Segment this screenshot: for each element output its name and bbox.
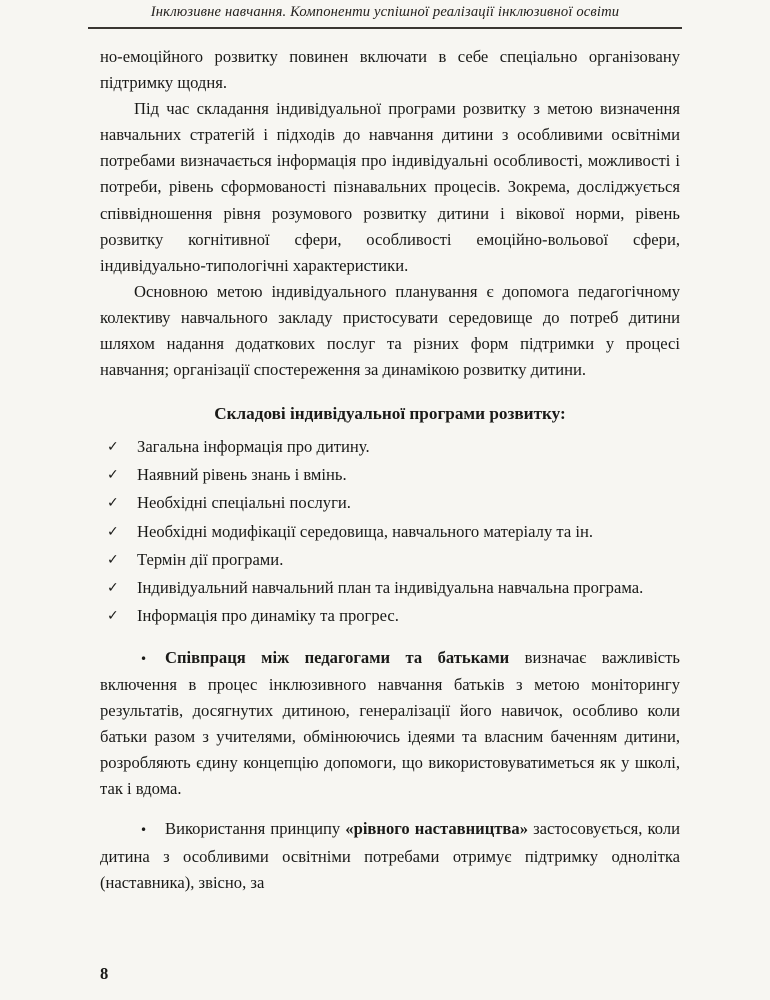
list-item-label: Наявний рівень знань і вмінь.: [137, 465, 347, 485]
bullet-bold-term: «рівного наставництва»: [345, 819, 528, 839]
list-item-label: Індивідуальний навчальний план та індивідуальна навчальна програма.: [137, 577, 644, 597]
bullet-body-text: застосовується, коли дитина з особливими освітніми потребами отримує підтримку однолітка (наставника), звісно, за: [100, 819, 680, 892]
list-item: [100, 575, 680, 601]
list-item-label: Необхідні спеціальні послуги.: [137, 493, 351, 513]
list-item: [100, 462, 680, 488]
list-item: [100, 547, 680, 573]
header-rule-divider: [88, 27, 682, 29]
bullet-bold-lead: Співпраця між педагогами та батьками: [165, 647, 510, 667]
check-icon: ✓: [107, 439, 119, 456]
list-item: [100, 434, 680, 460]
list-item: [100, 519, 680, 545]
bullet-icon: •: [140, 823, 148, 838]
check-icon: ✓: [107, 579, 119, 596]
bullet-icon: •: [140, 651, 148, 666]
list-item-label: Термін дії програми.: [137, 549, 284, 569]
bullet-lead-text: Використання принципу: [165, 819, 346, 839]
check-icon: ✓: [107, 495, 119, 512]
bullet-paragraph-peer-mentoring: [100, 802, 680, 895]
list-item: [100, 603, 680, 629]
running-header-title: Інклюзивне навчання. Компоненти успішної реалізації інклюзивної освіти: [150, 4, 620, 20]
check-icon: ✓: [107, 523, 119, 540]
check-icon: ✓: [107, 467, 119, 484]
list-item-label: Загальна інформація про дитину.: [137, 437, 370, 457]
running-header: [88, 4, 682, 21]
check-icon: ✓: [107, 551, 119, 568]
page-body: [100, 44, 680, 896]
page-number: 8: [100, 964, 109, 983]
bullet-paragraph-cooperation: [100, 631, 680, 803]
paragraph-main-goal: Основною метою індивідуального планування є допомога педагогічному колективу навчального закладу пристосувати середовище до потреб дитини шляхом надання додаткових послуг та різних форм підтримки у процесі навчання; організації спостереження за динамікою розвитку дитини.: [100, 281, 680, 380]
list-item: [100, 490, 680, 516]
list-item-label: Необхідні модифікації середовища, навчального матеріалу та ін.: [137, 521, 594, 541]
paragraph-individual-program: Під час складання індивідуальної програми розвитку з метою визначення навчальних стратегій і підходів до навчання дитини з особливими освітніми потребами визначається інформація про індивідуальні особливості, можливості і потреби, рівень сформованості пізнавальних процесів. Зокрема, досліджується співвідношення рівня розумового розвитку дитини і вікової норми, рівень розвитку когнітивної сфери, особливості емоційно-вольової сфери, індивідуально-типологічні характеристики.: [100, 99, 680, 275]
list-item-label: Інформація про динаміку та прогрес.: [137, 605, 399, 625]
check-icon: ✓: [107, 607, 119, 624]
bullet-body-text: визначає важливість включення в процес інклюзивного навчання батьків з метою моніторингу результатів, досягнутих дитиною, генералізації його навичок, особливо коли батьки разом з учителями, обмінюючись ідеями та власним баченням дитини, розробляють єдину концепцію допомоги, що використовуватиметься як у школі, так і вдома.: [100, 647, 680, 799]
paragraph-continued: но-емоційного розвитку повинен включати в себе спеціально організовану підтримку щодня.: [100, 47, 680, 93]
section-heading: Складові індивідуальної програми розвитку:: [214, 404, 566, 424]
components-check-list: [100, 434, 680, 629]
